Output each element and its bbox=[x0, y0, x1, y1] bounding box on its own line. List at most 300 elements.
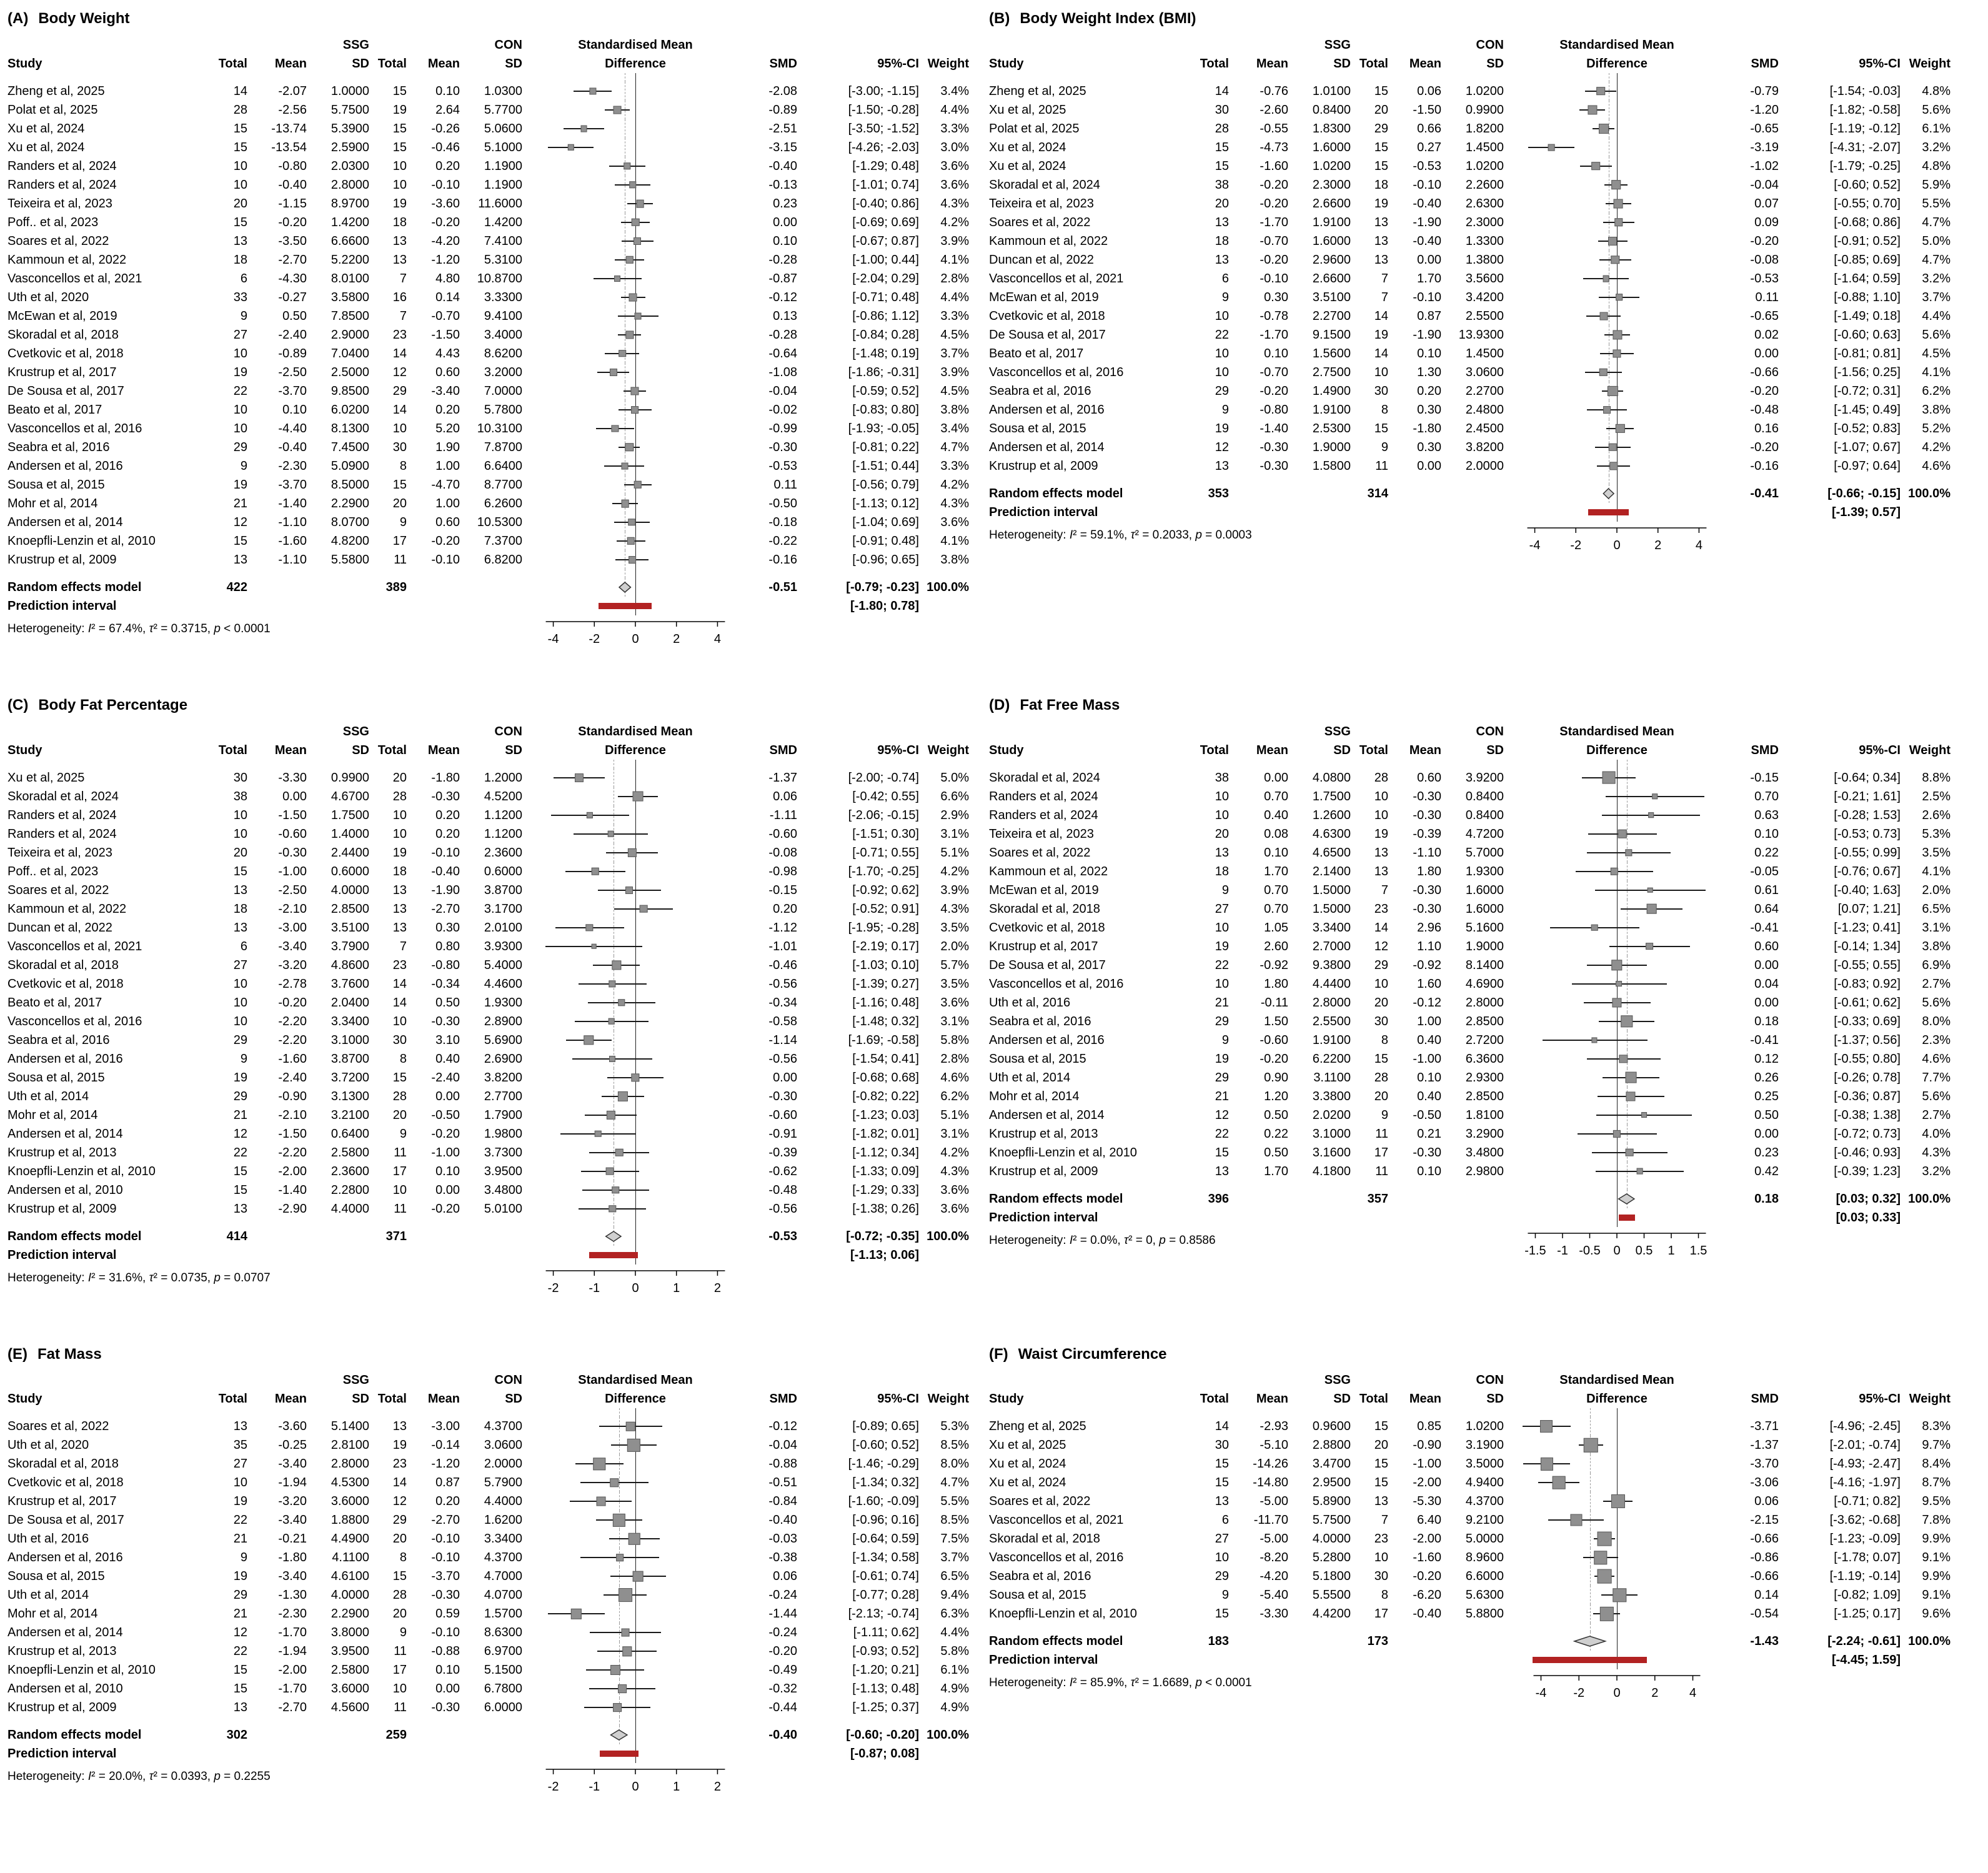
svg-text:-2: -2 bbox=[1573, 1686, 1585, 1701]
forest-plot-cell bbox=[526, 494, 745, 513]
ssg-total: 21 bbox=[233, 1607, 247, 1621]
pooled-estimate-line bbox=[1590, 1408, 1591, 1417]
ssg-total: 22 bbox=[233, 1644, 247, 1659]
study-name: Teixeira et al, 2023 bbox=[7, 196, 112, 211]
ssg-total: 15 bbox=[1215, 140, 1229, 154]
zero-reference-line bbox=[1617, 101, 1618, 119]
con-sd: 11.6000 bbox=[478, 196, 522, 211]
study-row bbox=[7, 843, 973, 862]
header-row-1 bbox=[7, 36, 973, 54]
ssg-mean: -0.60 bbox=[278, 827, 307, 841]
con-total: 13 bbox=[392, 234, 407, 248]
ci-value: [-0.38; 1.38] bbox=[1834, 1108, 1901, 1122]
ssg-total: 9 bbox=[240, 1551, 247, 1565]
ssg-sd: 5.1400 bbox=[331, 1419, 369, 1434]
ssg-total: 19 bbox=[233, 365, 247, 379]
effect-size-square bbox=[575, 773, 584, 782]
forest-plot-cell bbox=[526, 1012, 745, 1031]
ssg-sd: 7.4500 bbox=[331, 440, 369, 454]
ssg-total: 13 bbox=[1215, 252, 1229, 267]
con-group-header: CON bbox=[1476, 1373, 1504, 1388]
ssg-mean: 0.50 bbox=[282, 309, 307, 323]
axis-svg bbox=[526, 1264, 745, 1314]
effect-size-square bbox=[1610, 867, 1618, 875]
prediction-cell bbox=[526, 1246, 745, 1264]
prediction-label: Prediction interval bbox=[989, 1653, 1098, 1667]
forest-plot-cell bbox=[526, 1511, 745, 1529]
header-row-2 bbox=[7, 741, 973, 760]
ssg-sd: 8.0100 bbox=[331, 271, 369, 286]
con-total: 8 bbox=[1381, 402, 1388, 417]
weight-value: 5.6% bbox=[1922, 327, 1951, 342]
con-total: 17 bbox=[1374, 1145, 1388, 1160]
study-row bbox=[7, 82, 973, 101]
ssg-mean: -0.55 bbox=[1260, 121, 1288, 136]
forest-plot-cell bbox=[1508, 1143, 1726, 1162]
ssg-mean: 1.70 bbox=[1264, 864, 1288, 878]
ssg-sd: 4.6100 bbox=[331, 1569, 369, 1584]
ssg-sd: 2.2700 bbox=[1312, 309, 1351, 323]
study-name: Vasconcellos et al, 2016 bbox=[989, 1551, 1124, 1565]
ssg-sd: 2.2900 bbox=[331, 1607, 369, 1621]
ssg-mean: 2.60 bbox=[1264, 939, 1288, 953]
weight-value: 4.6% bbox=[1922, 1051, 1951, 1066]
pooled-effect-diamond bbox=[1508, 1632, 1726, 1651]
ssg-total: 13 bbox=[233, 883, 247, 897]
ssg-sd: 0.9900 bbox=[331, 770, 369, 785]
random-ssg-total: 396 bbox=[1208, 1191, 1229, 1206]
forest-plot-cell bbox=[1508, 119, 1726, 138]
study-name: Xu et al, 2024 bbox=[989, 159, 1066, 173]
con-mean: 0.59 bbox=[435, 1607, 460, 1621]
prediction-interval-row bbox=[989, 503, 1954, 522]
forest-plot-cell bbox=[1508, 344, 1726, 363]
weight-value: 4.4% bbox=[940, 1626, 969, 1640]
forest-plot-cell bbox=[1508, 937, 1726, 956]
plot-gap bbox=[526, 1408, 745, 1417]
study-row bbox=[7, 101, 973, 119]
weight-value: 9.9% bbox=[1922, 1569, 1951, 1584]
con-sd: 2.6900 bbox=[484, 1051, 522, 1066]
ssg-mean: -3.40 bbox=[278, 939, 307, 953]
con-total: 14 bbox=[1374, 346, 1388, 360]
con-sd-header: SD bbox=[1486, 56, 1504, 71]
study-name: Krustrup et al, 2009 bbox=[7, 1701, 117, 1715]
smd-value: -1.11 bbox=[769, 808, 797, 822]
zero-reference-line bbox=[1617, 1623, 1618, 1632]
study-row bbox=[989, 1436, 1954, 1454]
ssg-mean: -0.30 bbox=[1260, 459, 1288, 473]
con-total: 20 bbox=[392, 1108, 407, 1122]
weight-value: 4.3% bbox=[1922, 1145, 1951, 1160]
svg-text:4: 4 bbox=[1695, 538, 1702, 552]
ssg-mean: -4.40 bbox=[278, 421, 307, 435]
weight-value: 4.9% bbox=[940, 1682, 969, 1696]
weight-value: 4.4% bbox=[940, 290, 969, 304]
con-sd: 8.6200 bbox=[484, 346, 522, 360]
effect-size-square bbox=[1540, 1420, 1553, 1433]
ssg-sd: 4.4400 bbox=[1312, 976, 1351, 991]
ssg-sd: 5.7500 bbox=[331, 102, 369, 117]
heterogeneity-axis-row bbox=[989, 522, 1954, 574]
forest-plot-cell bbox=[526, 325, 745, 344]
weight-value: 6.2% bbox=[940, 1089, 969, 1103]
forest-plot-cell bbox=[526, 438, 745, 457]
forest-plot-cell bbox=[1508, 138, 1726, 157]
weight-value: 8.3% bbox=[1922, 1419, 1951, 1434]
ci-value: [-0.86; 1.12] bbox=[852, 309, 919, 323]
con-total: 9 bbox=[399, 1126, 407, 1141]
study-row bbox=[7, 532, 973, 550]
smd-header-line2: Difference bbox=[605, 1392, 666, 1406]
ci-value: [-3.62; -0.68] bbox=[1829, 1513, 1901, 1528]
ssg-sd: 1.9100 bbox=[1312, 1033, 1351, 1047]
ssg-sd: 2.2800 bbox=[331, 1183, 369, 1197]
smd-value: -1.44 bbox=[768, 1607, 797, 1621]
ssg-total: 21 bbox=[1215, 1089, 1229, 1103]
study-row bbox=[989, 1454, 1954, 1473]
forest-plot-cell bbox=[526, 1200, 745, 1218]
ssg-mean: -1.40 bbox=[278, 496, 307, 510]
study-name: Andersen et al, 2010 bbox=[7, 1183, 123, 1197]
ssg-sd: 2.8500 bbox=[331, 902, 369, 916]
smd-value: -0.40 bbox=[768, 159, 797, 173]
pooled-estimate-line bbox=[1590, 1567, 1591, 1586]
pooled-estimate-line bbox=[1590, 1454, 1591, 1473]
ssg-sd: 1.6000 bbox=[1312, 234, 1351, 248]
ssg-mean: -3.20 bbox=[278, 958, 307, 972]
smd-column-header: SMD bbox=[1751, 1392, 1779, 1406]
ssg-total: 38 bbox=[1215, 177, 1229, 192]
study-name: Krustrup et al, 2017 bbox=[989, 939, 1098, 953]
ssg-mean-header: Mean bbox=[1256, 56, 1288, 71]
smd-value: -0.08 bbox=[768, 845, 797, 860]
con-total: 8 bbox=[399, 1551, 407, 1565]
effect-size-square bbox=[1613, 1589, 1626, 1602]
con-sd: 3.9500 bbox=[484, 1164, 522, 1178]
study-row bbox=[989, 1106, 1954, 1125]
ssg-sd: 0.6000 bbox=[331, 864, 369, 878]
study-row bbox=[7, 937, 973, 956]
forest-plot-cell bbox=[526, 843, 745, 862]
con-sd: 6.8200 bbox=[484, 552, 522, 567]
con-total: 15 bbox=[392, 1569, 407, 1584]
ci-value: [-1.51; 0.30] bbox=[852, 827, 919, 841]
con-mean: -0.12 bbox=[1413, 995, 1441, 1010]
con-total: 13 bbox=[1374, 845, 1388, 860]
heterogeneity-text: Heterogeneity: I² = 20.0%, τ² = 0.0393, p = 0.2255 bbox=[7, 1770, 271, 1784]
study-name: Andersen et al, 2014 bbox=[7, 515, 123, 529]
ci-value: [-1.38; 0.26] bbox=[852, 1201, 919, 1216]
prediction-cell bbox=[526, 597, 745, 615]
ssg-mean: -3.20 bbox=[278, 1494, 307, 1509]
zero-reference-line bbox=[635, 918, 636, 937]
ssg-total: 15 bbox=[233, 864, 247, 878]
forest-plot-cell bbox=[1508, 1529, 1726, 1548]
forest-plot-cell bbox=[526, 138, 745, 157]
random-con-total: 389 bbox=[385, 580, 407, 594]
con-mean: 0.66 bbox=[1417, 121, 1441, 136]
con-mean: -0.30 bbox=[1413, 808, 1441, 822]
ci-value: [-0.71; 0.82] bbox=[1834, 1494, 1901, 1509]
ssg-total: 20 bbox=[233, 196, 247, 211]
con-sd: 1.0200 bbox=[1465, 1419, 1504, 1434]
forest-plot-cell bbox=[526, 344, 745, 363]
con-total: 10 bbox=[392, 159, 407, 173]
weight-value: 3.5% bbox=[940, 976, 969, 991]
study-name: Sousa et al, 2015 bbox=[7, 1569, 105, 1584]
con-total: 18 bbox=[392, 215, 407, 229]
con-sd: 8.6300 bbox=[484, 1626, 522, 1640]
ssg-total: 15 bbox=[233, 1663, 247, 1677]
svg-text:-2: -2 bbox=[589, 632, 600, 646]
pooled-estimate-line bbox=[1590, 1604, 1591, 1623]
con-mean: 0.87 bbox=[435, 1476, 460, 1490]
ssg-mean: 0.00 bbox=[1264, 770, 1288, 785]
con-mean: 6.40 bbox=[1417, 1513, 1441, 1528]
con-sd: 2.6300 bbox=[1465, 196, 1504, 211]
con-sd: 4.5200 bbox=[484, 789, 522, 803]
smd-value: 0.06 bbox=[773, 789, 797, 803]
con-mean: -0.20 bbox=[431, 534, 460, 548]
weight-column-header: Weight bbox=[927, 56, 969, 71]
con-mean: 2.96 bbox=[1417, 920, 1441, 935]
smd-value: -2.51 bbox=[768, 121, 797, 136]
con-total: 14 bbox=[392, 976, 407, 991]
study-name: Zheng et al, 2025 bbox=[7, 84, 105, 98]
smd-value: 0.06 bbox=[773, 1569, 797, 1584]
smd-value: 0.10 bbox=[1754, 827, 1779, 841]
con-mean: -0.10 bbox=[431, 177, 460, 192]
con-mean: -0.10 bbox=[431, 1532, 460, 1546]
con-total: 10 bbox=[1374, 808, 1388, 822]
con-mean: 0.50 bbox=[435, 995, 460, 1010]
study-name: Andersen et al, 2014 bbox=[7, 1626, 123, 1640]
con-total: 28 bbox=[1374, 770, 1388, 785]
con-mean: 0.60 bbox=[435, 515, 460, 529]
study-row bbox=[7, 881, 973, 900]
panel-label: (A) bbox=[7, 10, 29, 27]
effect-size-square bbox=[1652, 793, 1658, 800]
effect-size-square bbox=[1611, 960, 1622, 970]
ssg-mean: -1.70 bbox=[278, 1626, 307, 1640]
effect-size-square bbox=[624, 162, 630, 169]
header-row-1 bbox=[989, 36, 1954, 54]
effect-size-square bbox=[607, 830, 614, 837]
smd-value: -1.08 bbox=[768, 365, 797, 379]
effect-size-square bbox=[1592, 162, 1601, 171]
ssg-mean-header: Mean bbox=[274, 56, 307, 71]
zero-reference-line bbox=[635, 1492, 636, 1511]
forest-plot-cell bbox=[1508, 1162, 1726, 1181]
smd-value: -0.32 bbox=[768, 1682, 797, 1696]
ssg-sd: 4.8200 bbox=[331, 534, 369, 548]
svg-text:-4: -4 bbox=[547, 632, 559, 646]
ssg-total: 35 bbox=[233, 1438, 247, 1453]
con-total: 7 bbox=[1381, 1513, 1388, 1528]
ci-value: [-0.92; 0.62] bbox=[852, 883, 919, 897]
effect-size-square bbox=[610, 1479, 619, 1487]
forest-plot-cell bbox=[1508, 1050, 1726, 1068]
ssg-mean: -0.80 bbox=[1260, 402, 1288, 417]
random-con-total: 357 bbox=[1367, 1191, 1388, 1206]
con-sd: 1.2000 bbox=[484, 770, 522, 785]
prediction-label: Prediction interval bbox=[7, 1747, 117, 1761]
random-con-total: 314 bbox=[1367, 486, 1388, 500]
ssg-sd: 2.7000 bbox=[1312, 939, 1351, 953]
ssg-mean: 1.70 bbox=[1264, 1164, 1288, 1178]
forest-plot-cell bbox=[1508, 1068, 1726, 1087]
con-mean: -1.50 bbox=[1413, 102, 1441, 117]
forest-plot-cell bbox=[526, 937, 745, 956]
con-total: 11 bbox=[394, 1145, 407, 1160]
prediction-interval-bar bbox=[1588, 509, 1628, 515]
ssg-mean: 0.00 bbox=[282, 789, 307, 803]
weight-value: 5.5% bbox=[940, 1494, 969, 1509]
ssg-total: 29 bbox=[233, 1033, 247, 1047]
ssg-sd: 1.5800 bbox=[1312, 459, 1351, 473]
ssg-mean-header: Mean bbox=[1256, 743, 1288, 757]
ssg-mean: -0.90 bbox=[278, 1089, 307, 1103]
effect-size-square bbox=[1636, 1168, 1643, 1175]
con-total: 12 bbox=[392, 1494, 407, 1509]
con-total: 7 bbox=[1381, 883, 1388, 897]
con-sd: 5.3100 bbox=[484, 252, 522, 267]
ssg-sd: 2.8000 bbox=[331, 1457, 369, 1471]
con-mean: -1.00 bbox=[431, 1145, 460, 1160]
svg-text:-1: -1 bbox=[589, 1780, 600, 1794]
ssg-total: 33 bbox=[233, 290, 247, 304]
con-sd: 7.0000 bbox=[484, 384, 522, 398]
forest-plot-cell bbox=[1508, 975, 1726, 993]
forest-plot-cell bbox=[526, 1642, 745, 1661]
ssg-sd: 2.8000 bbox=[1312, 995, 1351, 1010]
con-sd: 7.4100 bbox=[484, 234, 522, 248]
con-mean: -6.20 bbox=[1413, 1588, 1441, 1602]
ci-value: [-1.50; -0.28] bbox=[848, 102, 919, 117]
ssg-mean: -2.70 bbox=[278, 1701, 307, 1715]
smd-x-axis bbox=[1508, 1669, 1726, 1722]
forest-plot-cell bbox=[1508, 1511, 1726, 1529]
heterogeneity-text: Heterogeneity: I² = 67.4%, τ² = 0.3715, p < 0.0001 bbox=[7, 622, 271, 635]
panel-label: (D) bbox=[989, 696, 1010, 713]
weight-value: 4.7% bbox=[940, 440, 969, 454]
smd-value: -0.02 bbox=[768, 402, 797, 417]
study-name: Xu et al, 2024 bbox=[989, 140, 1066, 154]
study-column-header: Study bbox=[989, 56, 1024, 71]
effect-size-square bbox=[618, 999, 625, 1006]
forest-plot-cell bbox=[1508, 307, 1726, 325]
pooled-estimate-line bbox=[1590, 1529, 1591, 1548]
ssg-sd: 3.7900 bbox=[331, 939, 369, 953]
prediction-ci: [-0.87; 0.08] bbox=[850, 1747, 919, 1761]
ci-value: [-0.72; 0.73] bbox=[1834, 1126, 1901, 1141]
ssg-group-header: SSG bbox=[342, 37, 369, 52]
con-sd: 1.6000 bbox=[1465, 902, 1504, 916]
con-total: 17 bbox=[392, 1663, 407, 1677]
study-name: Soares et al, 2022 bbox=[989, 1494, 1091, 1509]
con-total: 17 bbox=[1374, 1607, 1388, 1621]
weight-value: 3.9% bbox=[940, 234, 969, 248]
ci-value: [-0.28; 1.53] bbox=[1834, 808, 1901, 822]
ci-value: [-0.55; 0.80] bbox=[1834, 1051, 1901, 1066]
heterogeneity-text: Heterogeneity: I² = 0.0%, τ² = 0, p = 0.8586 bbox=[989, 1233, 1216, 1247]
heterogeneity-text: Heterogeneity: I² = 31.6%, τ² = 0.0735, p = 0.0707 bbox=[7, 1271, 271, 1284]
ssg-total: 6 bbox=[1221, 271, 1229, 286]
study-row bbox=[7, 993, 973, 1012]
study-name: De Sousa et al, 2017 bbox=[7, 1513, 124, 1528]
ssg-total: 22 bbox=[1215, 327, 1229, 342]
ci-value: [-0.55; 0.99] bbox=[1834, 845, 1901, 860]
study-name: Beato et al, 2017 bbox=[989, 346, 1084, 360]
study-name: Skoradal et al, 2024 bbox=[7, 789, 119, 803]
ssg-total-header: Total bbox=[1200, 56, 1229, 71]
effect-size-square bbox=[609, 369, 617, 376]
con-total: 8 bbox=[399, 459, 407, 473]
con-sd: 10.8700 bbox=[477, 271, 522, 286]
forest-plot-cell bbox=[1508, 1473, 1726, 1492]
ci-value: [-1.69; -0.58] bbox=[848, 1033, 919, 1047]
effect-size-square bbox=[616, 1554, 624, 1562]
forest-plot-cell bbox=[526, 1473, 745, 1492]
con-sd: 4.4000 bbox=[484, 1494, 522, 1509]
ssg-total: 10 bbox=[233, 976, 247, 991]
study-row bbox=[989, 862, 1954, 881]
smd-value: -0.65 bbox=[1750, 121, 1779, 136]
study-row bbox=[7, 1492, 973, 1511]
study-name: Skoradal et al, 2018 bbox=[989, 902, 1100, 916]
ssg-sd: 2.3000 bbox=[1312, 177, 1351, 192]
con-sd: 3.3300 bbox=[484, 290, 522, 304]
ssg-total: 10 bbox=[233, 402, 247, 417]
ssg-mean: -3.40 bbox=[278, 1513, 307, 1528]
zero-reference-line bbox=[1617, 760, 1618, 768]
con-sd: 5.6900 bbox=[484, 1033, 522, 1047]
ssg-total-header: Total bbox=[218, 743, 247, 757]
forest-plot-cell bbox=[1508, 194, 1726, 213]
smd-value: -0.24 bbox=[768, 1588, 797, 1602]
ssg-total: 9 bbox=[240, 459, 247, 473]
smd-value: 0.00 bbox=[1754, 958, 1779, 972]
smd-value: 0.11 bbox=[1755, 290, 1779, 304]
ssg-total: 19 bbox=[233, 1569, 247, 1584]
ssg-mean-header: Mean bbox=[1256, 1392, 1288, 1406]
con-sd-header: SD bbox=[505, 743, 522, 757]
header-row-2 bbox=[989, 1389, 1954, 1408]
con-total: 7 bbox=[1381, 271, 1388, 286]
smd-value: -0.15 bbox=[768, 883, 797, 897]
ci-value: [-1.48; 0.19] bbox=[852, 346, 919, 360]
study-row bbox=[989, 176, 1954, 194]
ci-value: [-4.93; -2.47] bbox=[1829, 1457, 1901, 1471]
study-name: Andersen et al, 2010 bbox=[7, 1682, 123, 1696]
prediction-interval-bar bbox=[589, 1252, 638, 1258]
forest-plot-cell bbox=[1508, 363, 1726, 382]
study-name: Mohr et al, 2014 bbox=[7, 1108, 98, 1122]
study-name: Seabra et al, 2016 bbox=[7, 1033, 110, 1047]
zero-reference-line bbox=[1617, 900, 1618, 918]
ssg-mean: -0.20 bbox=[1260, 384, 1288, 398]
weight-value: 9.7% bbox=[1922, 1438, 1951, 1453]
study-row bbox=[989, 1162, 1954, 1181]
svg-text:0: 0 bbox=[632, 1281, 639, 1295]
zero-reference-line bbox=[1617, 73, 1618, 82]
study-row bbox=[989, 1012, 1954, 1031]
effect-size-square bbox=[610, 1665, 620, 1675]
effect-size-square bbox=[1592, 1037, 1598, 1043]
con-sd: 1.1900 bbox=[484, 159, 522, 173]
ci-value: [-0.64; 0.59] bbox=[852, 1532, 919, 1546]
